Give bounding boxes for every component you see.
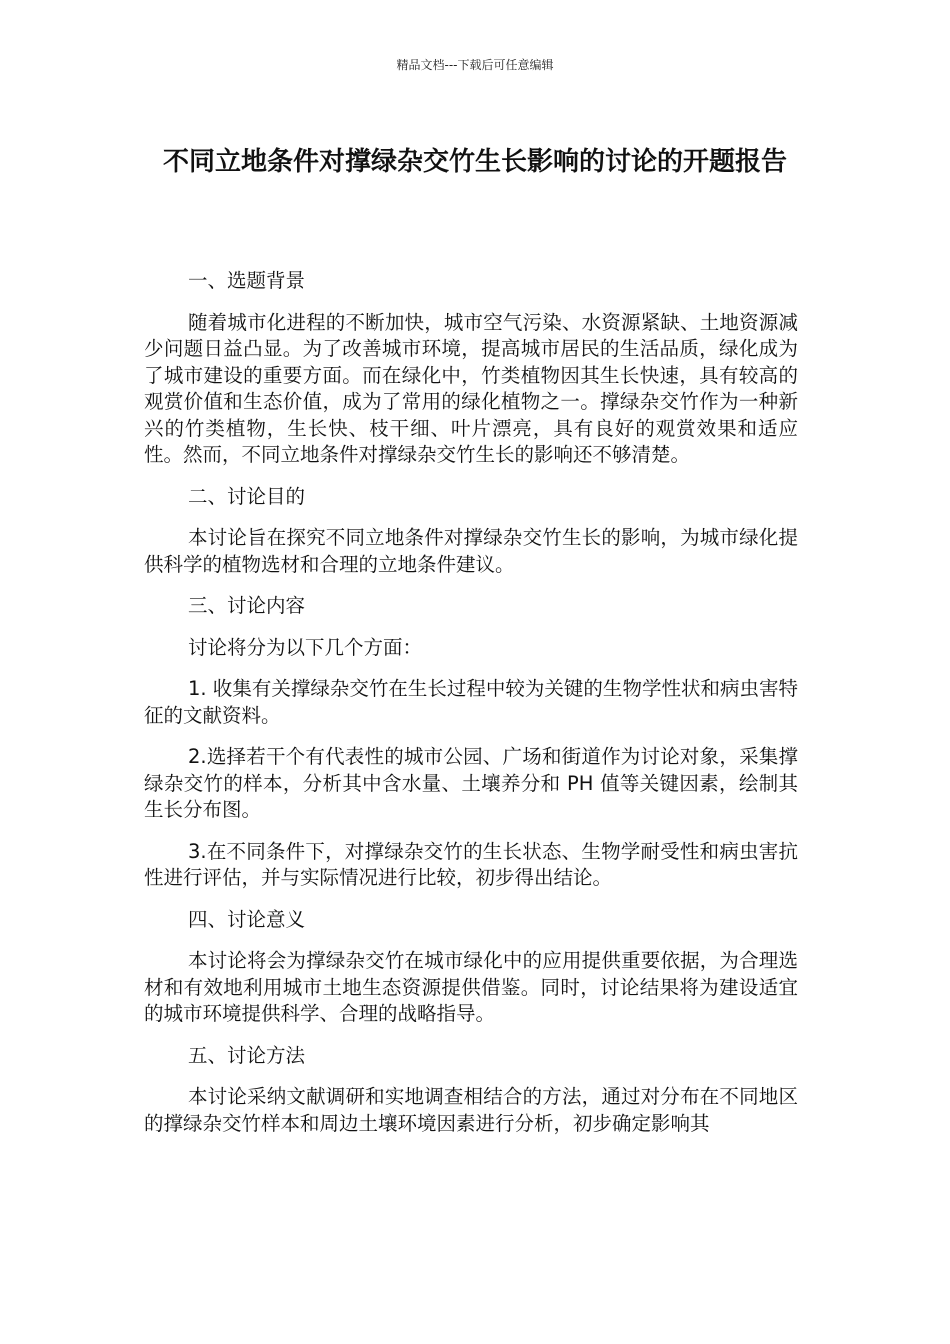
section-heading-method: 五、讨论方法 [188, 1043, 306, 1067]
header-note: 精品文档---下载后可任意编辑 [396, 58, 554, 72]
paragraph-purpose: 本讨论旨在探究不同立地条件对撑绿杂交竹生长的影响，为城市绿化提供科学的植物选材和合理的立地条件建议。 [144, 526, 798, 576]
section-heading-significance: 四、讨论意义 [188, 907, 306, 931]
paragraph-significance: 本讨论将会为撑绿杂交竹在城市绿化中的应用提供重要依据，为合理选材和有效地利用城市土地生态资源提供借鉴。同时，讨论结果将为建设适宜的城市环境提供科学、合理的战略指导。 [144, 949, 798, 1025]
document-body [144, 268, 798, 1152]
paragraph-content-intro: 讨论将分为以下几个方面： [188, 635, 423, 659]
list-item-2: 2.选择若干个有代表性的城市公园、广场和街道作为讨论对象，采集撑绿杂交竹的样本，分析其中含水量、土壤养分和 PH 值等关键因素，绘制其生长分布图。 [144, 745, 798, 821]
section-heading-purpose: 二、讨论目的 [188, 484, 306, 508]
section-heading-background: 一、选题背景 [188, 269, 306, 292]
paragraph-method: 本讨论采纳文献调研和实地调查相结合的方法，通过对分布在不同地区的撑绿杂交竹样本和周边土壤环境因素进行分析，初步确定影响其 [144, 1085, 798, 1135]
paragraph-background: 随着城市化进程的不断加快，城市空气污染、水资源紧缺、土地资源减少问题日益凸显。为了改善城市环境，提高城市居民的生活品质，绿化成为了城市建设的重要方面。而在绿化中，竹类植物因其生长快速，具有较高的观赏价值和生态价值，成为了常用的绿化植物之一。撑绿杂交竹作为一种新兴的竹类植物，生长快、枝干细、叶片漂亮，具有良好的观赏效果和适应性。然而，不同立地条件对撑绿杂交竹生长的影响还不够清楚。 [144, 310, 798, 466]
page-title: 不同立地条件对撑绿杂交竹生长影响的讨论的开题报告 [162, 147, 787, 177]
section-heading-content: 三、讨论内容 [188, 594, 306, 617]
list-item-1: 1. 收集有关撑绿杂交竹在生长过程中较为关键的生物学性状和病虫害特征的文献资料。 [144, 677, 798, 727]
list-item-3: 3.在不同条件下，对撑绿杂交竹的生长状态、生物学耐受性和病虫害抗性进行评估，并与实际情况进行比较，初步得出结论。 [144, 839, 798, 889]
